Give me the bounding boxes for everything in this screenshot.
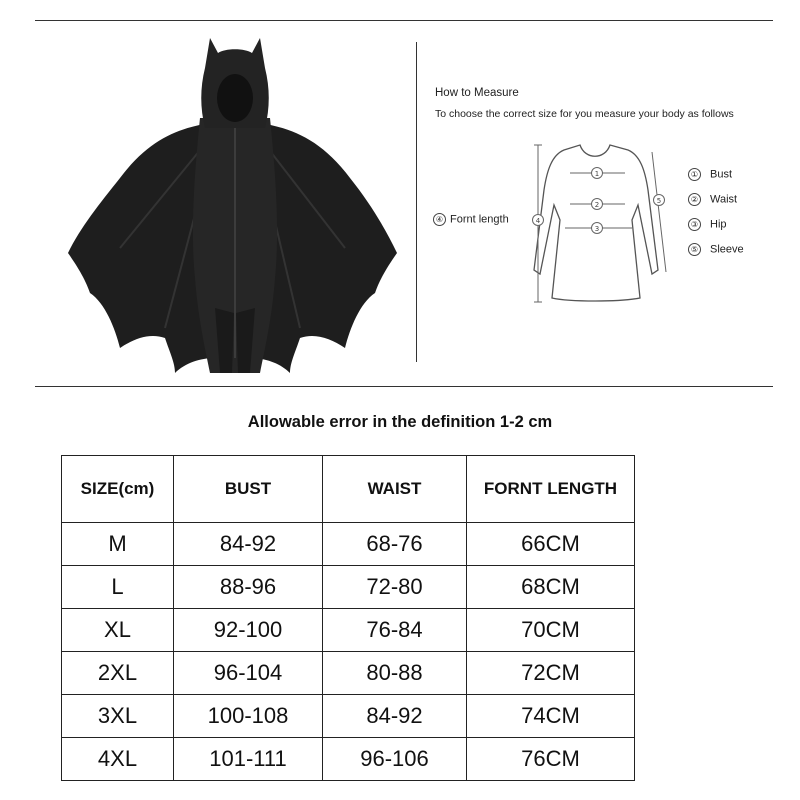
table-row	[62, 523, 635, 566]
svg-text:5: 5	[656, 197, 662, 205]
svg-text:2: 2	[594, 201, 600, 209]
size-table	[61, 455, 635, 781]
cell-waist: 80-88	[323, 652, 467, 695]
svg-text:1: 1	[594, 170, 600, 178]
svg-text:4: 4	[535, 217, 541, 225]
cell-bust: 96-104	[174, 652, 323, 695]
table-row	[62, 738, 635, 781]
front-length-label	[433, 213, 509, 226]
legend-label: Hip	[710, 218, 727, 231]
measure-title: How to Measure	[435, 87, 519, 99]
cell-waist: 84-92	[323, 695, 467, 738]
tolerance-caption: Allowable error in the definition 1-2 cm	[247, 413, 553, 431]
cell-front-length: 72CM	[467, 652, 635, 695]
cell-bust: 92-100	[174, 609, 323, 652]
legend-hip	[688, 218, 727, 231]
legend-bust	[688, 168, 732, 181]
header-size: SIZE(cm)	[62, 456, 174, 523]
legend-number: ③	[688, 218, 701, 231]
cell-size: 3XL	[62, 695, 174, 738]
cell-front-length: 74CM	[467, 695, 635, 738]
legend-waist	[688, 193, 737, 206]
cell-bust: 101-111	[174, 738, 323, 781]
top-divider	[35, 20, 773, 21]
table-row	[62, 609, 635, 652]
front-length-number: ④	[433, 213, 446, 226]
middle-divider	[35, 386, 773, 387]
legend-label: Waist	[710, 193, 738, 206]
cell-size: L	[62, 566, 174, 609]
cell-waist: 76-84	[323, 609, 467, 652]
cell-bust: 88-96	[174, 566, 323, 609]
measure-subtitle: To choose the correct size for you measure your body as follows	[435, 108, 734, 120]
legend-number: ⑤	[688, 243, 701, 256]
cell-size: 2XL	[62, 652, 174, 695]
cell-bust: 100-108	[174, 695, 323, 738]
cell-waist: 96-106	[323, 738, 467, 781]
table-row	[62, 652, 635, 695]
cell-front-length: 68CM	[467, 566, 635, 609]
legend-label: Bust	[710, 168, 733, 181]
how-to-measure-panel	[420, 40, 780, 370]
table-row	[62, 566, 635, 609]
header-waist: WAIST	[323, 456, 467, 523]
cell-front-length: 76CM	[467, 738, 635, 781]
cell-waist: 68-76	[323, 523, 467, 566]
cell-front-length: 70CM	[467, 609, 635, 652]
cell-front-length: 66CM	[467, 523, 635, 566]
bat-costume-image	[60, 28, 405, 378]
table-row	[62, 695, 635, 738]
header-front-length: FORNT LENGTH	[467, 456, 635, 523]
header-bust: BUST	[174, 456, 323, 523]
panel-divider	[416, 42, 417, 362]
cell-size: M	[62, 523, 174, 566]
cell-size: XL	[62, 609, 174, 652]
svg-text:3: 3	[594, 225, 600, 233]
cell-waist: 72-80	[323, 566, 467, 609]
cell-bust: 84-92	[174, 523, 323, 566]
cell-size: 4XL	[62, 738, 174, 781]
legend-sleeve	[688, 243, 744, 256]
legend-label: Sleeve	[710, 243, 744, 256]
legend-number: ②	[688, 193, 701, 206]
front-length-text: Fornt length	[450, 213, 509, 226]
legend-number: ①	[688, 168, 701, 181]
table-header-row	[62, 456, 635, 523]
